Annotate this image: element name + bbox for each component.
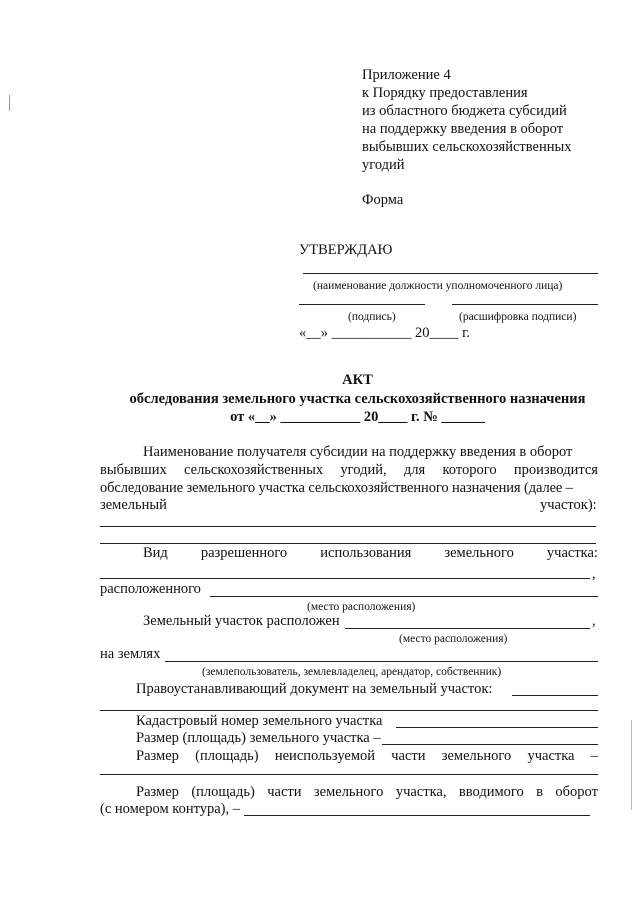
approval-title: УТВЕРЖДАЮ: [299, 242, 393, 258]
permitted-use-fill-line: [100, 578, 590, 579]
parcel-location-fill-line: [345, 628, 590, 629]
located-label: расположенного: [100, 581, 201, 597]
word: использования: [320, 545, 412, 561]
word: для: [403, 462, 426, 478]
comma: ,: [592, 613, 596, 629]
approval-date: «__» ___________ 20____ г.: [299, 325, 471, 341]
word: земельного: [313, 784, 384, 800]
title-doc-fill-line: [512, 695, 598, 696]
word: сельскохозяйственных: [184, 462, 324, 478]
lands-label: на землях: [100, 646, 161, 662]
word: Размер: [136, 784, 179, 800]
area-fill-line: [382, 744, 598, 745]
lands-caption: (землепользователь, землевладелец, арендатор, собственник): [202, 666, 502, 678]
contour-label: (с номером контура), –: [100, 801, 240, 817]
act-subtitle: обследования земельного участка сельскохозяйственного назначения: [129, 391, 586, 407]
comma: ,: [592, 566, 596, 582]
appendix-line: из областного бюджета субсидий: [362, 103, 567, 119]
word: (площадь): [191, 784, 255, 800]
appendix-line: выбывших сельскохозяйственных: [362, 139, 572, 155]
cadastral-label: Кадастровый номер земельного участка: [136, 713, 383, 729]
word: в: [536, 784, 543, 800]
scan-mark-left: [9, 95, 10, 111]
signature-caption: (подпись): [348, 311, 396, 323]
word: участка,: [395, 784, 447, 800]
position-line: [303, 273, 598, 274]
recipient-para-line: земельный: [100, 497, 167, 513]
title-doc-fill-line: [100, 710, 598, 711]
contour-fill-line: [244, 815, 590, 816]
word: угодий,: [340, 462, 387, 478]
word: оборот: [555, 784, 598, 800]
title-doc-label: Правоустанавливающий документ на земельный участок:: [136, 681, 493, 697]
word: участка:: [546, 545, 598, 561]
located-caption: (место расположения): [307, 601, 416, 613]
decipher-caption: (расшифровка подписи): [459, 311, 577, 323]
appendix-line: на поддержку введения в оборот: [362, 121, 564, 137]
word: выбывших: [100, 462, 167, 478]
area-label: Размер (площадь) земельного участка –: [136, 730, 381, 746]
word: Вид: [143, 545, 168, 561]
cadastral-fill-line: [396, 727, 598, 728]
located-fill-line: [210, 596, 598, 597]
recipient-fill-line: [100, 526, 596, 527]
act-title: АКТ: [342, 372, 373, 388]
recipient-para-line: обследование земельного участка сельскохозяйственного назначения (далее –: [100, 480, 573, 496]
word: вводимого: [458, 784, 524, 800]
unused-area-label: [136, 748, 598, 765]
form-label: Форма: [362, 192, 404, 208]
parcel-location-caption: (место расположения): [399, 633, 508, 645]
word: части: [391, 748, 426, 764]
parcel-location-label: Земельный участок расположен: [143, 613, 340, 629]
word: Размер: [136, 748, 179, 764]
scan-mark-right: [631, 720, 632, 810]
word: участка: [527, 748, 575, 764]
act-date-line: от «__» ___________ 20____ г. № ______: [230, 409, 485, 425]
word: разрешенного: [200, 545, 288, 561]
word: которого: [442, 462, 497, 478]
appendix-line: угодий: [362, 157, 405, 173]
recipient-fill-line: [100, 543, 596, 544]
permitted-use-label: [143, 545, 598, 562]
decipher-line: [452, 304, 598, 305]
recipient-para-line: Наименование получателя субсидии на поддержку введения в оборот: [143, 444, 573, 460]
appendix-line: Приложение 4: [362, 67, 451, 83]
recipient-para-line: участок):: [540, 497, 597, 513]
lands-fill-line: [165, 661, 598, 662]
word: земельного: [444, 545, 514, 561]
word: производится: [513, 462, 598, 478]
appendix-line: к Порядку предоставления: [362, 85, 528, 101]
signature-line: [299, 304, 425, 305]
word: неиспользуемой: [274, 748, 376, 764]
word: части: [267, 784, 302, 800]
word: –: [590, 748, 598, 764]
position-caption: (наименование должности уполномоченного лица): [313, 280, 563, 292]
recipient-para-line: [100, 462, 598, 479]
unused-area-fill-line: [100, 774, 598, 775]
word: земельного: [441, 748, 512, 764]
word: (площадь): [195, 748, 259, 764]
introduced-area-label: [136, 784, 598, 801]
